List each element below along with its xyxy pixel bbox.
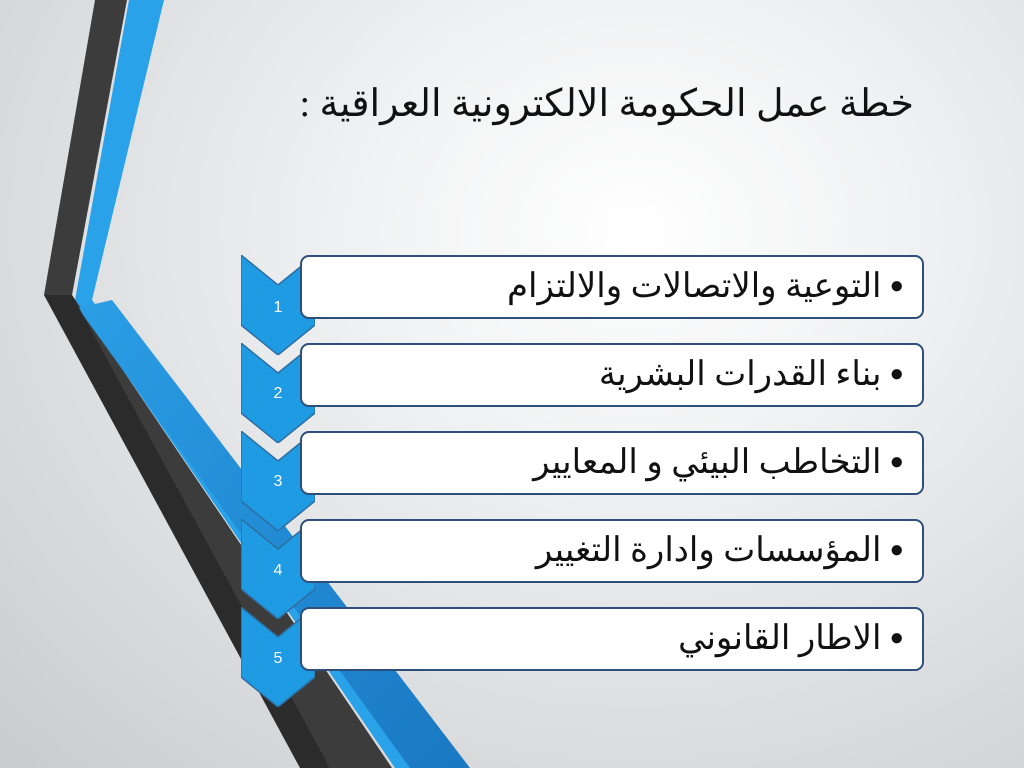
step-4-number: 4 [273, 562, 283, 579]
step-5-text: الاطار القانوني [678, 620, 882, 657]
step-5-box [300, 607, 924, 671]
step-1-box [300, 255, 924, 319]
bullet-icon: ● [889, 273, 904, 300]
step-2-number: 2 [273, 385, 283, 402]
step-3-number: 3 [273, 473, 283, 490]
step-2-box [300, 343, 924, 407]
bullet-icon: ● [889, 537, 904, 564]
step-2-text: بناء القدرات البشرية [598, 356, 882, 393]
step-3-label [533, 433, 904, 493]
bullet-icon: ● [889, 625, 904, 652]
step-1-text: التوعية والاتصالات والالتزام [507, 268, 882, 305]
step-4-box [300, 519, 924, 583]
step-4-label [536, 521, 904, 581]
bullet-icon: ● [889, 449, 904, 476]
step-1-number: 1 [273, 299, 283, 316]
step-4-text: المؤسسات وادارة التغيير [535, 532, 882, 569]
step-3-box [300, 431, 924, 495]
step-5-number: 5 [273, 650, 283, 667]
step-2-label [599, 345, 904, 405]
step-1-label [507, 257, 904, 317]
step-5-label [678, 609, 904, 669]
bullet-icon: ● [889, 361, 904, 388]
slide-title: خطة عمل الحكومة الالكترونية العراقية : [299, 83, 914, 125]
step-3-text: التخاطب البيئي و المعايير [533, 444, 882, 481]
